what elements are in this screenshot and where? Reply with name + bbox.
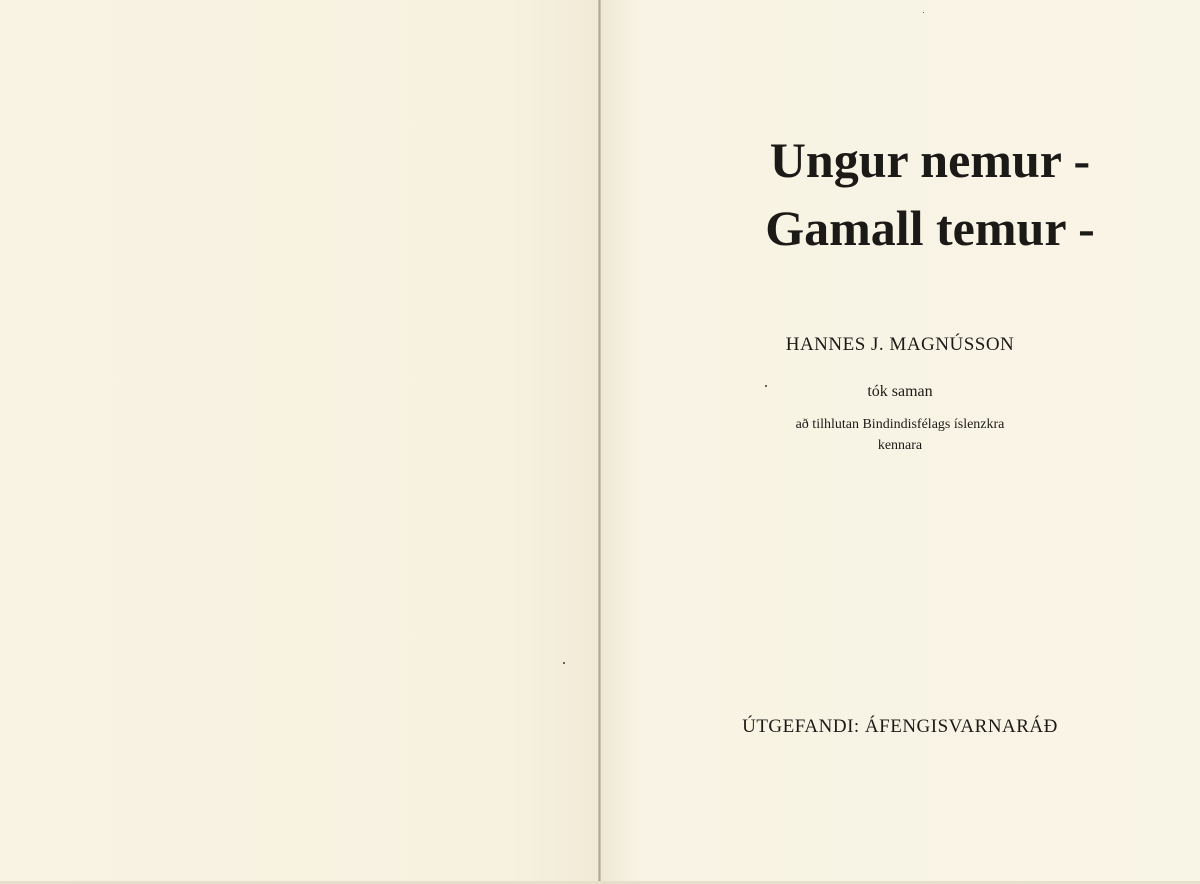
ink-speck <box>563 662 565 664</box>
sponsor-note-line-1: að tilhlutan Bindindisfélags íslenzkra <box>795 417 1005 432</box>
compiled-by-note: tók saman <box>867 383 933 400</box>
ink-speck <box>923 12 924 13</box>
book-title-line-2: Gamall temur - <box>765 200 1095 256</box>
sponsor-note <box>600 414 1200 456</box>
publisher-line: ÚTGEFANDI: ÁFENGISVARNARÁÐ <box>742 716 1058 737</box>
book-title-line-1: Ungur nemur - <box>769 132 1091 188</box>
ink-speck <box>765 385 767 387</box>
author-name: HANNES J. MAGNÚSSON <box>785 334 1015 355</box>
sponsor-note-line-2: kennara <box>877 438 923 453</box>
